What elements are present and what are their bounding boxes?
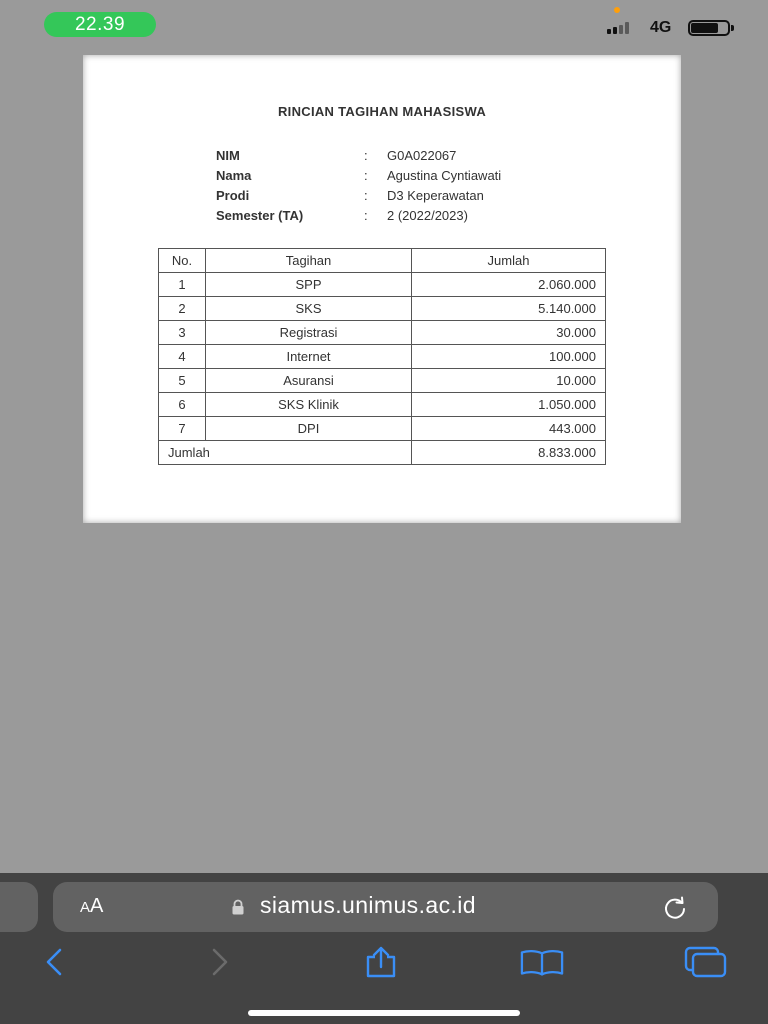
info-colon: : — [364, 147, 368, 163]
tabs-button[interactable] — [684, 945, 728, 979]
bookmarks-icon — [520, 947, 564, 977]
table-row — [159, 393, 606, 417]
info-colon: : — [364, 187, 368, 203]
table-header-row — [159, 249, 606, 273]
previous-tab-peek[interactable] — [0, 882, 38, 932]
bookmarks-button[interactable] — [520, 945, 564, 979]
table-row — [159, 321, 606, 345]
student-info — [216, 145, 501, 225]
page-settings-button[interactable] — [80, 895, 103, 918]
cell-no: 5 — [159, 369, 206, 393]
home-indicator — [248, 1010, 520, 1016]
info-value: G0A022067 — [387, 147, 457, 163]
info-label: Nama — [216, 167, 252, 183]
info-label: NIM — [216, 147, 240, 163]
info-row-prodi — [216, 185, 501, 205]
cellular-signal-icon — [607, 22, 629, 34]
info-row-semester — [216, 205, 501, 225]
header-tagihan: Tagihan — [206, 249, 412, 273]
document-title: RINCIAN TAGIHAN MAHASISWA — [277, 104, 487, 119]
info-label: Prodi — [216, 187, 250, 203]
cell-no: 4 — [159, 345, 206, 369]
network-type-label: 4G — [650, 19, 672, 36]
table-total-row — [159, 441, 606, 465]
header-jumlah: Jumlah — [412, 249, 606, 273]
info-row-nim — [216, 145, 501, 165]
table-row — [159, 369, 606, 393]
aa-large-letter: A — [90, 895, 104, 917]
battery-icon — [688, 20, 733, 36]
address-bar[interactable] — [53, 882, 718, 932]
cell-jumlah: 30.000 — [412, 321, 606, 345]
back-icon — [42, 947, 66, 977]
info-value: D3 Keperawatan — [387, 187, 484, 203]
cell-jumlah: 2.060.000 — [412, 273, 606, 297]
share-icon — [363, 945, 399, 979]
cell-tagihan: DPI — [206, 417, 412, 441]
reload-icon[interactable] — [662, 895, 688, 921]
share-button[interactable] — [359, 945, 403, 979]
cell-jumlah: 443.000 — [412, 417, 606, 441]
cell-tagihan: SKS Klinik — [206, 393, 412, 417]
cell-tagihan: Asuransi — [206, 369, 412, 393]
info-colon: : — [364, 207, 368, 223]
info-value: Agustina Cyntiawati — [387, 167, 502, 183]
total-value: 8.833.000 — [412, 441, 606, 465]
cell-tagihan: SPP — [206, 273, 412, 297]
table-row — [159, 273, 606, 297]
total-label: Jumlah — [159, 441, 412, 465]
header-no: No. — [159, 249, 206, 273]
cell-no: 1 — [159, 273, 206, 297]
info-value: 2 (2022/2023) — [387, 207, 468, 223]
document-page — [83, 55, 681, 523]
cell-no: 7 — [159, 417, 206, 441]
status-time: 22.39 — [44, 12, 156, 37]
cell-no: 6 — [159, 393, 206, 417]
cell-jumlah: 100.000 — [412, 345, 606, 369]
table-row — [159, 417, 606, 441]
cell-no: 2 — [159, 297, 206, 321]
aa-small-letter: A — [80, 899, 91, 916]
back-button[interactable] — [32, 945, 76, 979]
forward-icon — [208, 947, 232, 977]
cell-jumlah: 5.140.000 — [412, 297, 606, 321]
info-row-nama — [216, 165, 501, 185]
bill-table — [158, 248, 606, 465]
browser-toolbar — [0, 873, 768, 1024]
cell-jumlah: 10.000 — [412, 369, 606, 393]
tabs-icon — [684, 946, 728, 978]
cell-jumlah: 1.050.000 — [412, 393, 606, 417]
cell-tagihan: Registrasi — [206, 321, 412, 345]
forward-button[interactable] — [198, 945, 242, 979]
table-row — [159, 345, 606, 369]
url-text[interactable]: siamus.unimus.ac.id — [260, 892, 476, 918]
info-label: Semester (TA) — [216, 207, 304, 223]
privacy-indicator-dot — [614, 7, 620, 13]
cell-tagihan: SKS — [206, 297, 412, 321]
cell-no: 3 — [159, 321, 206, 345]
cell-tagihan: Internet — [206, 345, 412, 369]
table-row — [159, 297, 606, 321]
info-colon: : — [364, 167, 368, 183]
lock-icon — [230, 899, 246, 915]
